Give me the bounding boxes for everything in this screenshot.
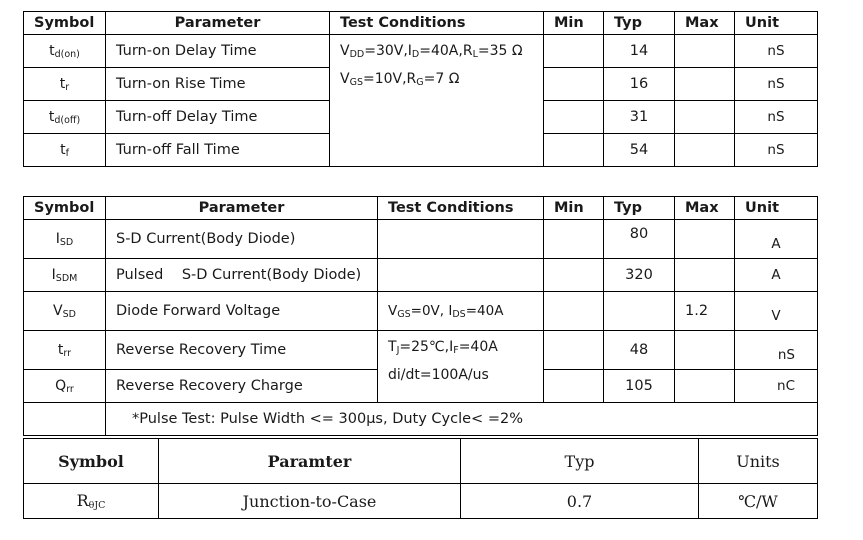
table-row: [24, 220, 818, 259]
switching-characteristics-table: [23, 11, 818, 167]
header-typ: Typ: [604, 197, 675, 220]
header-parameter: Paramter: [159, 439, 461, 484]
header-parameter: Parameter: [106, 12, 330, 35]
typ-cell: 48: [604, 331, 675, 370]
header-min: Min: [544, 12, 604, 35]
max-cell: [675, 220, 735, 259]
parameter-cell: Turn-on Rise Time: [106, 68, 330, 101]
header-test-conditions: Test Conditions: [378, 197, 544, 220]
min-cell: [544, 331, 604, 370]
header-test-conditions: Test Conditions: [330, 12, 544, 35]
max-cell: [675, 331, 735, 370]
typ-cell: 0.7: [461, 484, 699, 519]
typ-cell: 80: [604, 220, 675, 259]
header-unit: Unit: [735, 12, 818, 35]
parameter-cell: Turn-off Fall Time: [106, 134, 330, 167]
thermal-header-row: [24, 439, 818, 484]
unit-cell: nS: [735, 35, 818, 68]
test-conditions-cell: [378, 220, 544, 259]
symbol-cell: $t_{d(on)}$: [24, 35, 106, 68]
table-row: [24, 484, 818, 519]
test-conditions-cell: [378, 259, 544, 292]
min-cell: [544, 292, 604, 331]
max-cell: [675, 134, 735, 167]
parameter-cell: Turn-off Delay Time: [106, 101, 330, 134]
diode-characteristics-table: [23, 196, 818, 436]
max-cell: 1.2: [675, 292, 735, 331]
unit-cell: V: [735, 292, 818, 331]
unit-cell: A: [735, 259, 818, 292]
unit-cell: nS: [735, 331, 818, 370]
max-cell: [675, 101, 735, 134]
diode-header-row: [24, 197, 818, 220]
symbol-cell: $R_{\theta JC}$: [24, 484, 159, 519]
recovery-conditions-cell: [378, 331, 544, 403]
header-parameter: Parameter: [106, 197, 378, 220]
parameter-cell: Reverse Recovery Charge: [106, 370, 378, 403]
max-cell: [675, 370, 735, 403]
typ-cell: 105: [604, 370, 675, 403]
typ-cell: 14: [604, 35, 675, 68]
header-max: Max: [675, 12, 735, 35]
typ-cell: 31: [604, 101, 675, 134]
parameter-cell: Reverse Recovery Time: [106, 331, 378, 370]
conditions-line-2: $V_{GS}=10V,R_G=7$ Ω: [340, 71, 460, 88]
unit-cell: ℃/W: [699, 484, 818, 519]
parameter-cell: S-D Current(Body Diode): [106, 220, 378, 259]
header-min: Min: [544, 197, 604, 220]
unit-cell: nS: [735, 134, 818, 167]
min-cell: [544, 35, 604, 68]
unit-cell: nS: [735, 68, 818, 101]
header-symbol: Symbol: [24, 197, 106, 220]
symbol-cell: $V_{SD}$: [24, 292, 106, 331]
header-units: Units: [699, 439, 818, 484]
header-symbol: Symbol: [24, 439, 159, 484]
parameter-cell: Pulsed S-D Current(Body Diode): [106, 259, 378, 292]
footnote-row: [24, 403, 818, 436]
header-max: Max: [675, 197, 735, 220]
max-cell: [675, 68, 735, 101]
symbol-cell: $t_{d(off)}$: [24, 101, 106, 134]
pulse-test-footnote: *Pulse Test: Pulse Width <= 300µs, Duty Cycle< =2%: [106, 403, 818, 436]
symbol-cell: $I_{SDM}$: [24, 259, 106, 292]
table-row: [24, 331, 818, 370]
symbol-cell: $t_{rr}$: [24, 331, 106, 370]
symbol-cell: $Q_{rr}$: [24, 370, 106, 403]
unit-cell: nC: [735, 370, 818, 403]
min-cell: [544, 259, 604, 292]
header-unit: Unit: [735, 197, 818, 220]
header-symbol: Symbol: [24, 12, 106, 35]
max-cell: [675, 259, 735, 292]
header-typ: Typ: [604, 12, 675, 35]
conditions-line-1: $V_{DD}=30V,I_D=40A,R_L=35$ Ω: [340, 43, 523, 60]
recovery-conditions-line-1: $T_J=25℃,I_F=40A$: [388, 339, 498, 356]
table-row: [24, 292, 818, 331]
test-conditions-cell: [330, 35, 544, 167]
thermal-resistance-table: [23, 438, 818, 519]
parameter-cell: Turn-on Delay Time: [106, 35, 330, 68]
parameter-cell: Diode Forward Voltage: [106, 292, 378, 331]
recovery-conditions-line-2: di/dt=100A/us: [388, 367, 489, 383]
min-cell: [544, 370, 604, 403]
min-cell: [544, 68, 604, 101]
switching-header-row: [24, 12, 818, 35]
typ-cell: 54: [604, 134, 675, 167]
test-conditions-cell: $V_{GS}=0V$, $I_{DS}=40A$: [378, 292, 544, 331]
typ-cell: 320: [604, 259, 675, 292]
min-cell: [544, 220, 604, 259]
symbol-cell: $I_{SD}$: [24, 220, 106, 259]
min-cell: [544, 134, 604, 167]
symbol-cell: $t_f$: [24, 134, 106, 167]
table-row: [24, 259, 818, 292]
max-cell: [675, 35, 735, 68]
parameter-cell: Junction-to-Case: [159, 484, 461, 519]
typ-cell: 16: [604, 68, 675, 101]
unit-cell: A: [735, 220, 818, 259]
typ-cell: [604, 292, 675, 331]
table-row: [24, 35, 818, 68]
footnote-spacer: [24, 403, 106, 436]
header-typ: Typ: [461, 439, 699, 484]
symbol-cell: $t_r$: [24, 68, 106, 101]
unit-cell: nS: [735, 101, 818, 134]
min-cell: [544, 101, 604, 134]
